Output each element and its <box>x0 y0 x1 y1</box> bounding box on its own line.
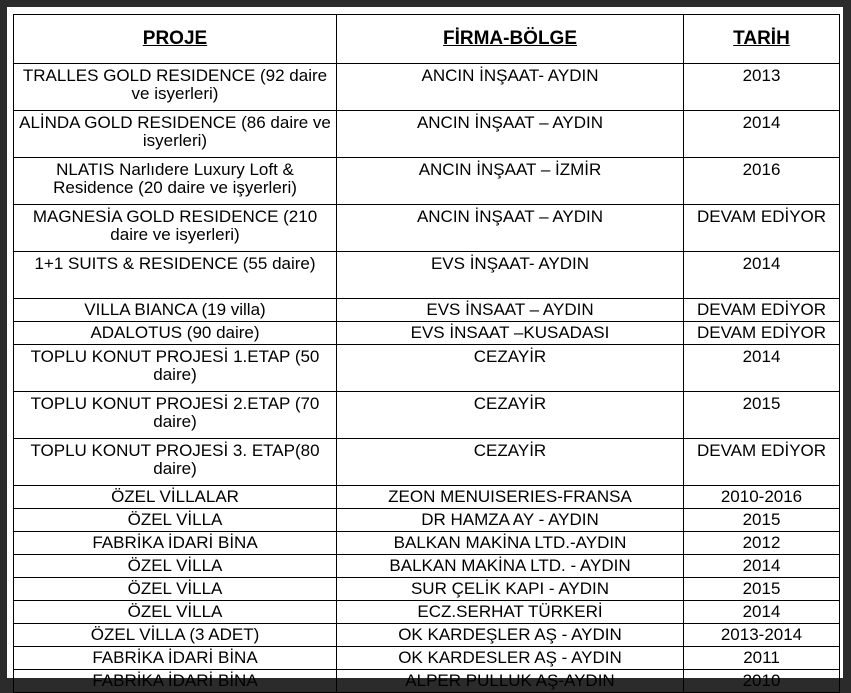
date-cell: 2016 <box>684 158 840 205</box>
company-cell: ZEON MENUISERIES-FRANSA <box>337 486 684 509</box>
table-row <box>14 299 840 322</box>
project-cell: ÖZEL VİLLA <box>14 509 337 532</box>
date-cell: DEVAM EDİYOR <box>684 439 840 486</box>
header-date: TARİH <box>684 15 840 64</box>
projects-table <box>13 14 840 693</box>
table-row <box>14 205 840 252</box>
project-cell: ÖZEL VİLLA <box>14 555 337 578</box>
project-cell: ÖZEL VİLLA (3 ADET) <box>14 624 337 647</box>
project-cell: FABRİKA İDARİ BİNA <box>14 647 337 670</box>
table-row <box>14 601 840 624</box>
company-cell: SUR ÇELİK KAPI - AYDIN <box>337 578 684 601</box>
date-cell: DEVAM EDİYOR <box>684 322 840 345</box>
project-cell: ÖZEL VİLLA <box>14 601 337 624</box>
table-row <box>14 670 840 693</box>
table-row <box>14 439 840 486</box>
table-row <box>14 647 840 670</box>
table-row <box>14 578 840 601</box>
date-cell: 2010-2016 <box>684 486 840 509</box>
date-cell: 2010 <box>684 670 840 693</box>
project-cell: NLATIS Narlıdere Luxury Loft & Residence (20 daire ve işyerleri) <box>14 158 337 205</box>
project-cell: ALİNDA GOLD RESIDENCE (86 daire ve isyerleri) <box>14 111 337 158</box>
company-cell: OK KARDEŞLER AŞ - AYDIN <box>337 624 684 647</box>
header-company: FİRMA-BÖLGE <box>337 15 684 64</box>
company-cell: EVS İNŞAAT- AYDIN <box>337 252 684 299</box>
company-cell: CEZAYİR <box>337 392 684 439</box>
company-cell: BALKAN MAKİNA LTD. - AYDIN <box>337 555 684 578</box>
header-project: PROJE <box>14 15 337 64</box>
project-cell: ÖZEL VİLLALAR <box>14 486 337 509</box>
table-row <box>14 252 840 299</box>
table-row <box>14 111 840 158</box>
company-cell: ECZ.SERHAT TÜRKERİ <box>337 601 684 624</box>
project-cell: TOPLU KONUT PROJESİ 2.ETAP (70 daire) <box>14 392 337 439</box>
date-cell: DEVAM EDİYOR <box>684 299 840 322</box>
company-cell: CEZAYİR <box>337 439 684 486</box>
company-cell: DR HAMZA AY - AYDIN <box>337 509 684 532</box>
project-cell: TRALLES GOLD RESIDENCE (92 daire ve isyerleri) <box>14 64 337 111</box>
table-row <box>14 158 840 205</box>
table-row <box>14 624 840 647</box>
date-cell: 2014 <box>684 555 840 578</box>
company-cell: CEZAYİR <box>337 345 684 392</box>
date-cell: 2014 <box>684 111 840 158</box>
date-cell: 2015 <box>684 509 840 532</box>
document-page <box>7 7 843 690</box>
company-cell: BALKAN MAKİNA LTD.-AYDIN <box>337 532 684 555</box>
table-row <box>14 322 840 345</box>
project-cell: TOPLU KONUT PROJESİ 3. ETAP(80 daire) <box>14 439 337 486</box>
header-row <box>14 15 840 64</box>
company-cell: ANCIN İNŞAAT – AYDIN <box>337 111 684 158</box>
table-row <box>14 555 840 578</box>
company-cell: OK KARDESLER AŞ - AYDIN <box>337 647 684 670</box>
date-cell: 2012 <box>684 532 840 555</box>
company-cell: ANCIN İNŞAAT- AYDIN <box>337 64 684 111</box>
project-cell: VILLA BIANCA (19 villa) <box>14 299 337 322</box>
table-row <box>14 532 840 555</box>
date-cell: 2013-2014 <box>684 624 840 647</box>
company-cell: ALPER PULLUK AŞ-AYDIN <box>337 670 684 693</box>
table-row <box>14 64 840 111</box>
company-cell: ANCIN İNŞAAT – AYDIN <box>337 205 684 252</box>
date-cell: 2011 <box>684 647 840 670</box>
project-cell: 1+1 SUITS & RESIDENCE (55 daire) <box>14 252 337 299</box>
table-row <box>14 345 840 392</box>
project-cell: MAGNESİA GOLD RESIDENCE (210 daire ve isyerleri) <box>14 205 337 252</box>
date-cell: 2014 <box>684 252 840 299</box>
company-cell: EVS İNSAAT –KUSADASI <box>337 322 684 345</box>
company-cell: EVS İNSAAT – AYDIN <box>337 299 684 322</box>
company-cell: ANCIN İNŞAAT – İZMİR <box>337 158 684 205</box>
date-cell: 2014 <box>684 345 840 392</box>
project-cell: ADALOTUS (90 daire) <box>14 322 337 345</box>
date-cell: 2015 <box>684 392 840 439</box>
table-row <box>14 486 840 509</box>
date-cell: DEVAM EDİYOR <box>684 205 840 252</box>
project-cell: FABRİKA İDARİ BİNA <box>14 532 337 555</box>
date-cell: 2013 <box>684 64 840 111</box>
date-cell: 2014 <box>684 601 840 624</box>
table-row <box>14 392 840 439</box>
project-cell: ÖZEL VİLLA <box>14 578 337 601</box>
date-cell: 2015 <box>684 578 840 601</box>
project-cell: TOPLU KONUT PROJESİ 1.ETAP (50 daire) <box>14 345 337 392</box>
table-row <box>14 509 840 532</box>
project-cell: FABRİKA İDARİ BİNA <box>14 670 337 693</box>
